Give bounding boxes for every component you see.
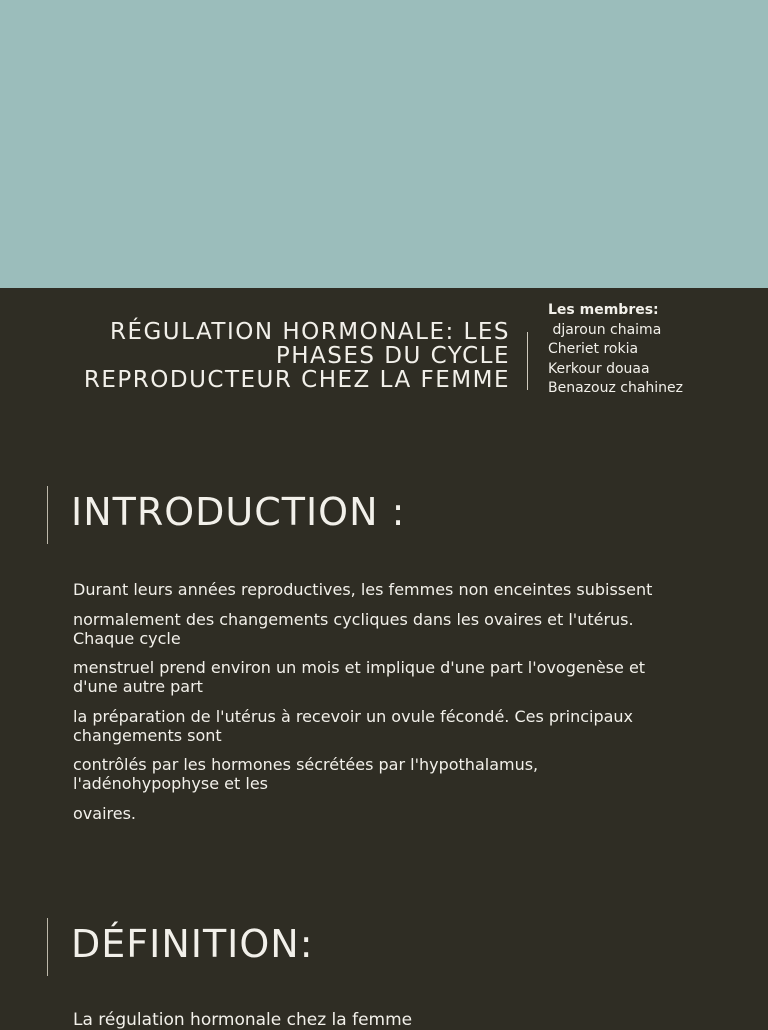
- introduction-heading: INTRODUCTION :: [71, 490, 406, 534]
- definition-text: La régulation hormonale chez la femme: [73, 1010, 413, 1030]
- title-slide: [0, 288, 768, 448]
- members-heading: Les membres:: [548, 302, 659, 318]
- slide-title-line: PHASES DU CYCLE: [275, 343, 510, 369]
- top-color-band: [0, 0, 768, 288]
- slide-title: [20, 320, 510, 392]
- introduction-paragraph: contrôlés par les hormones sécrétées par l'hypothalamus, l'adénohypophyse et les: [73, 755, 539, 793]
- title-divider: [527, 332, 528, 390]
- members-list: [548, 301, 763, 399]
- definition-accent-bar: [47, 918, 48, 976]
- introduction-paragraph: ovaires.: [73, 803, 136, 823]
- slide-title-line: RÉGULATION HORMONALE: LES: [109, 319, 510, 345]
- introduction-accent-bar: [47, 486, 48, 544]
- introduction-body: [73, 580, 653, 833]
- introduction-paragraph: la préparation de l'utérus à recevoir un ovule fécondé. Ces principaux changements sont: [73, 706, 634, 745]
- member-name: Kerkour douaa: [548, 360, 650, 377]
- definition-heading: DÉFINITION:: [71, 922, 314, 966]
- member-name: djaroun chaima: [548, 321, 662, 338]
- introduction-paragraph: menstruel prend environ un mois et implique d'une part l'ovogenèse et d'une autre part: [73, 658, 646, 696]
- introduction-paragraph: normalement des changements cycliques dans les ovaires et l'utérus. Chaque cycle: [73, 609, 634, 648]
- introduction-paragraph: Durant leurs années reproductives, les femmes non enceintes subissent: [73, 580, 653, 599]
- member-name: Benazouz chahinez: [548, 380, 684, 396]
- member-name: Cheriet rokia: [548, 341, 639, 357]
- slide-title-line: REPRODUCTEUR CHEZ LA FEMME: [83, 367, 510, 393]
